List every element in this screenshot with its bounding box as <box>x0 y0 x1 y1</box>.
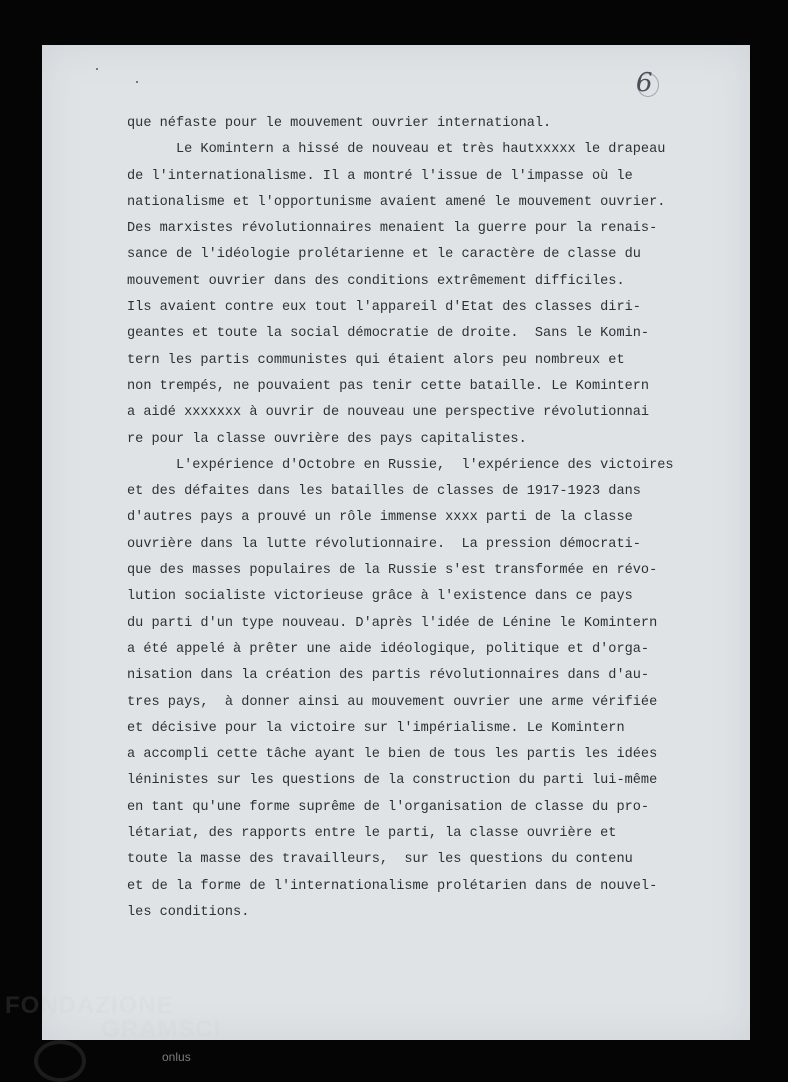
text-line: que des masses populaires de la Russie s'est transformée en révo- <box>127 563 658 579</box>
text-line: sance de l'idéologie prolétarienne et le caractère de classe du <box>127 247 641 263</box>
foundation-watermark <box>5 994 221 1042</box>
text-line: du parti d'un type nouveau. D'après l'idée de Lénine le Komintern <box>127 615 658 631</box>
text-line: geantes et toute la social démocratie de droite. Sans le Komin- <box>127 326 650 342</box>
text-line: léninistes sur les questions de la construction du parti lui-même <box>127 773 658 789</box>
typewritten-text <box>127 111 747 926</box>
paper-speck <box>136 81 138 83</box>
watermark-suffix: onlus <box>162 1050 191 1064</box>
text-line: re pour la classe ouvrière des pays capitalistes. <box>127 431 527 447</box>
text-line: nisation dans la création des partis révolutionnaires dans d'au- <box>127 668 650 684</box>
text-line: Des marxistes révolutionnaires menaient la guerre pour la renais- <box>127 221 658 237</box>
text-line: en tant qu'une forme suprême de l'organisation de classe du pro- <box>127 799 650 815</box>
watermark-line-2: GRAMSCI <box>101 1016 222 1043</box>
text-line: Le Komintern a hissé de nouveau et très hautxxxxx le drapeau <box>127 142 666 158</box>
text-line: et des défaites dans les batailles de classes de 1917-1923 dans <box>127 484 641 500</box>
text-line: a été appelé à prêter une aide idéologique, politique et d'orga- <box>127 641 650 657</box>
text-line: L'expérience d'Octobre en Russie, l'expérience des victoires <box>127 457 674 473</box>
text-line: et décisive pour la victoire sur l'impérialisme. Le Komintern <box>127 720 625 736</box>
text-line: ouvrière dans la lutte révolutionnaire. La pression démocrati- <box>127 536 641 552</box>
foundation-logo-icon <box>34 1040 86 1082</box>
text-line: les conditions. <box>127 904 250 920</box>
text-line: d'autres pays a prouvé un rôle immense xxxx parti de la classe <box>127 510 633 526</box>
text-line: lution socialiste victorieuse grâce à l'existence dans ce pays <box>127 589 633 605</box>
text-line: que néfaste pour le mouvement ouvrier international. <box>127 116 552 131</box>
text-line: mouvement ouvrier dans des conditions extrêmement difficiles. <box>127 273 625 289</box>
text-line: létariat, des rapports entre le parti, la classe ouvrière et <box>127 826 617 842</box>
text-line: nationalisme et l'opportunisme avaient amené le mouvement ouvrier. <box>127 194 666 210</box>
text-line: toute la masse des travailleurs, sur les questions du contenu <box>127 852 633 868</box>
text-line: Ils avaient contre eux tout l'appareil d'Etat des classes diri- <box>127 300 641 316</box>
text-line: a accompli cette tâche ayant le bien de tous les partis les idées <box>127 747 658 763</box>
text-line: tres pays, à donner ainsi au mouvement ouvrier une arme vérifiée <box>127 694 658 710</box>
paper-speck <box>96 68 98 70</box>
text-line: tern les partis communistes qui étaient alors peu nombreux et <box>127 352 625 368</box>
page-number: 6 <box>636 68 653 98</box>
watermark-line-1: FONDAZIONE <box>5 992 174 1019</box>
text-line: et de la forme de l'internationalisme prolétarien dans de nouvel- <box>127 878 658 894</box>
text-line: de l'internationalisme. Il a montré l'issue de l'impasse où le <box>127 168 633 184</box>
text-line: non trempés, ne pouvaient pas tenir cette bataille. Le Komintern <box>127 378 650 394</box>
text-line: a aidé xxxxxxx à ouvrir de nouveau une perspective révolutionnai <box>127 405 650 421</box>
